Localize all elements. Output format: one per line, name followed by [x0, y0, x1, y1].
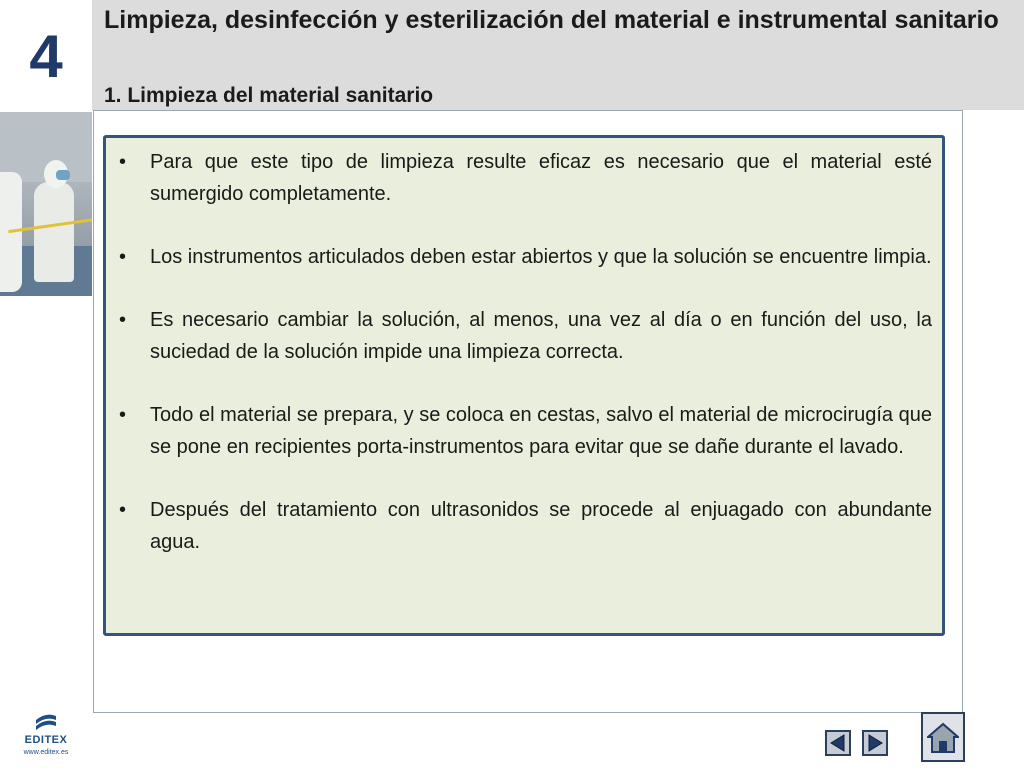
list-item: [116, 146, 932, 210]
bullet-text: Los instrumentos articulados deben estar abiertos y que la solución se encuentre limpia.: [150, 246, 932, 268]
section-subtitle: 1. Limpieza del material sanitario: [104, 84, 434, 107]
bullet-text-box: [103, 135, 945, 636]
list-item: [116, 304, 932, 368]
chapter-number: 4: [29, 22, 63, 90]
page-title: Limpieza, desinfección y esterilización del material e instrumental sanitario: [104, 6, 999, 34]
bullet-text: Todo el material se prepara, y se coloca en cestas, salvo el material de microcirugía que se pone en recipientes porta-instrumentos para evitar que se dañe durante el lavado.: [150, 404, 932, 458]
logo-url: www.editex.es: [23, 749, 69, 756]
bullet-text: Es necesario cambiar la solución, al menos, una vez al día o en función del uso, la suciedad de la solución impide una limpieza correcta.: [150, 309, 932, 363]
logo-name: EDITEX: [24, 734, 68, 746]
home-button[interactable]: [921, 712, 965, 762]
bullet-icon: •: [119, 309, 127, 331]
book-logo-icon: [34, 712, 58, 734]
bullet-icon: •: [119, 151, 127, 173]
previous-slide-button[interactable]: [825, 730, 851, 756]
list-item: [116, 241, 932, 273]
bullet-icon: •: [119, 499, 127, 521]
bullet-list: [106, 138, 942, 558]
list-item: [116, 494, 932, 558]
bullet-icon: •: [119, 246, 127, 268]
decorative-photo: [0, 112, 92, 296]
previous-arrow-icon: [829, 734, 847, 752]
home-icon: [927, 722, 959, 754]
bullet-text: Para que este tipo de limpieza resulte eficaz es necesario que el material esté sumergido completamente.: [150, 151, 932, 205]
list-item: [116, 399, 932, 463]
bullet-icon: •: [119, 404, 127, 426]
next-arrow-icon: [866, 734, 884, 752]
editex-logo: [18, 710, 74, 762]
bullet-text: Después del tratamiento con ultrasonidos se procede al enjuagado con abundante agua.: [150, 499, 932, 553]
next-slide-button[interactable]: [862, 730, 888, 756]
